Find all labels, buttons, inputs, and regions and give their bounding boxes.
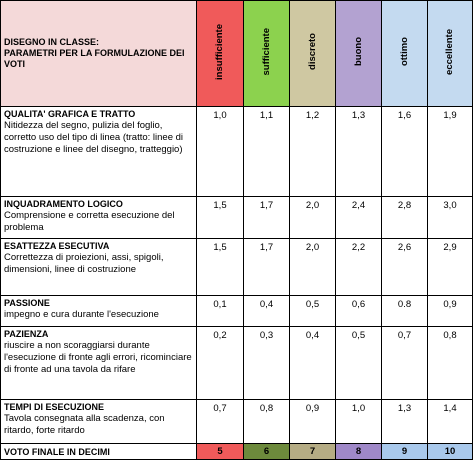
score-cell: 1,1 bbox=[244, 107, 290, 197]
score-cell: 0,7 bbox=[382, 327, 428, 400]
score-cell: 1,0 bbox=[336, 400, 382, 444]
final-grade-cell: 5 bbox=[197, 444, 244, 460]
score-cell: 2,0 bbox=[290, 239, 336, 296]
criterion-cell bbox=[1, 197, 197, 239]
criterion-title: QUALITA' GRAFICA E TRATTO bbox=[4, 109, 136, 119]
score-cell: 2,0 bbox=[290, 197, 336, 239]
criterion-cell bbox=[1, 327, 197, 400]
criterion-description: Comprensione e corretta esecuzione del problema bbox=[4, 210, 175, 233]
criterion-cell bbox=[1, 296, 197, 327]
score-cell: 1,3 bbox=[382, 400, 428, 444]
score-cell: 1,6 bbox=[382, 107, 428, 197]
final-grade-cell: 9 bbox=[382, 444, 428, 460]
final-grade-cell: 8 bbox=[336, 444, 382, 460]
final-grade-label: VOTO FINALE IN DECIMI bbox=[1, 444, 197, 460]
score-cell: 0,5 bbox=[290, 296, 336, 327]
level-header-discreto: discreto bbox=[290, 1, 336, 107]
final-grade-row bbox=[1, 444, 473, 460]
criterion-description: impegno e cura durante l'esecuzione bbox=[4, 309, 159, 320]
criterion-row bbox=[1, 239, 473, 296]
score-cell: 0,7 bbox=[197, 400, 244, 444]
score-cell: 0,1 bbox=[197, 296, 244, 327]
score-cell: 0,6 bbox=[336, 296, 382, 327]
score-cell: 1,5 bbox=[197, 239, 244, 296]
score-cell: 2,2 bbox=[336, 239, 382, 296]
criterion-description: riuscire a non scoraggiarsi durante l'esecuzione di fronte agli errori, ricominciare di fronte ad una tavola da rifare bbox=[4, 340, 192, 375]
criterion-cell bbox=[1, 400, 197, 444]
score-cell: 2,9 bbox=[428, 239, 473, 296]
score-cell: 0,9 bbox=[428, 296, 473, 327]
score-cell: 1,7 bbox=[244, 239, 290, 296]
score-cell: 0,8 bbox=[428, 327, 473, 400]
score-cell: 1,5 bbox=[197, 197, 244, 239]
criterion-title: INQUADRAMENTO LOGICO bbox=[4, 199, 123, 209]
final-grade-cell: 10 bbox=[428, 444, 473, 460]
criterion-title: TEMPI DI ESECUZIONE bbox=[4, 402, 105, 412]
title-line-1: DISEGNO IN CLASSE: bbox=[4, 37, 100, 47]
criterion-row bbox=[1, 197, 473, 239]
score-cell: 1,2 bbox=[290, 107, 336, 197]
final-grade-cell: 7 bbox=[290, 444, 336, 460]
criterion-row bbox=[1, 107, 473, 197]
score-cell: 1,7 bbox=[244, 197, 290, 239]
score-cell: 3,0 bbox=[428, 197, 473, 239]
score-cell: 0,8 bbox=[244, 400, 290, 444]
level-header-eccellente: eccellente bbox=[428, 1, 473, 107]
score-cell: 0,4 bbox=[244, 296, 290, 327]
score-cell: 1,3 bbox=[336, 107, 382, 197]
level-header-sufficiente: sufficiente bbox=[244, 1, 290, 107]
score-cell: 2,6 bbox=[382, 239, 428, 296]
score-cell: 0,9 bbox=[290, 400, 336, 444]
score-cell: 1,0 bbox=[197, 107, 244, 197]
criterion-row bbox=[1, 400, 473, 444]
criterion-description: Tavola consegnata alla scadenza, con ritardo, forte ritardo bbox=[4, 413, 165, 436]
score-cell: 2,4 bbox=[336, 197, 382, 239]
table-title bbox=[1, 1, 197, 107]
score-cell: 1,9 bbox=[428, 107, 473, 197]
score-cell: 0,3 bbox=[244, 327, 290, 400]
score-cell: 0,2 bbox=[197, 327, 244, 400]
header-row bbox=[1, 1, 473, 107]
criterion-row bbox=[1, 296, 473, 327]
score-cell: 1,4 bbox=[428, 400, 473, 444]
criterion-cell bbox=[1, 107, 197, 197]
score-cell: 0,5 bbox=[336, 327, 382, 400]
criterion-description: Correttezza di proiezioni, assi, spigoli, dimensioni, linee di costruzione bbox=[4, 252, 164, 275]
criterion-row bbox=[1, 327, 473, 400]
level-header-insufficiente: insufficiente bbox=[197, 1, 244, 107]
level-header-buono: buono bbox=[336, 1, 382, 107]
criterion-cell bbox=[1, 239, 197, 296]
level-header-ottimo: ottimo bbox=[382, 1, 428, 107]
score-cell: 0.8 bbox=[382, 296, 428, 327]
criterion-title: PASSIONE bbox=[4, 298, 50, 308]
final-grade-cell: 6 bbox=[244, 444, 290, 460]
score-cell: 2,8 bbox=[382, 197, 428, 239]
criterion-title: PAZIENZA bbox=[4, 329, 49, 339]
criterion-description: Nitidezza del segno, pulizia del foglio, corretto uso del tipo di linea (tratto: linee di costruzione e linee del disegno, tratteggio) bbox=[4, 120, 184, 155]
title-line-2: PARAMETRI PER LA FORMULAZIONE DEI VOTI bbox=[4, 48, 185, 69]
score-cell: 0,4 bbox=[290, 327, 336, 400]
criterion-title: ESATTEZZA ESECUTIVA bbox=[4, 241, 110, 251]
